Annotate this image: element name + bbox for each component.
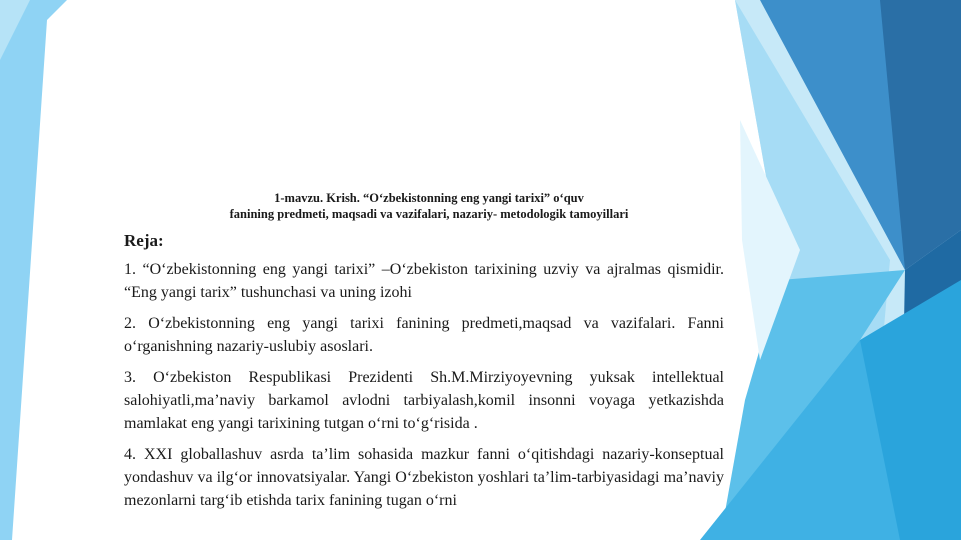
- slide-content: [124, 190, 724, 520]
- title-line-2: fanining predmeti, maqsadi va vazifalari, nazariy- metodologik tamoyillari: [229, 207, 629, 221]
- slide-title: [124, 190, 724, 222]
- plan-heading: Reja:: [124, 231, 164, 250]
- plan-item-2: 2. O‘zbekistonning eng yangi tarixi fanining predmeti,maqsad va vazifalari. Fanni o‘rganishning nazariy-uslubiy asoslari.: [124, 315, 724, 355]
- title-line-1: 1-mavzu. Krish. “O‘zbekistonning eng yangi tarixi” o‘quv: [274, 191, 584, 205]
- plan-item-3: 3. O‘zbekiston Respublikasi Prezidenti Sh.M.Mirziyoyevning yuksak intellektual salohiyatli,ma’naviy barkamol avlodni tarbiyalash,komil insonni voyaga yetkazishda mamlakat eng yangi tarixining tutgan o‘rni to‘g‘risida .: [124, 369, 724, 432]
- plan-item-1: 1. “O‘zbekistonning eng yangi tarixi” –O‘zbekiston tarixining uzviy va ajralmas qismidir. “Eng yangi tarix” tushunchasi va uning izohi: [124, 261, 724, 301]
- plan-item-4: 4. XXI globallashuv asrda ta’lim sohasida mazkur fanni o‘qitishdagi nazariy-konseptual yondashuv va ilg‘or innovatsiyalar. Yangi O‘zbekiston yoshlari ta’lim-tarbiyasidagi ma’naviy mezonlarni targ‘ib etishda tarix fanining tugan o‘rni: [124, 446, 724, 509]
